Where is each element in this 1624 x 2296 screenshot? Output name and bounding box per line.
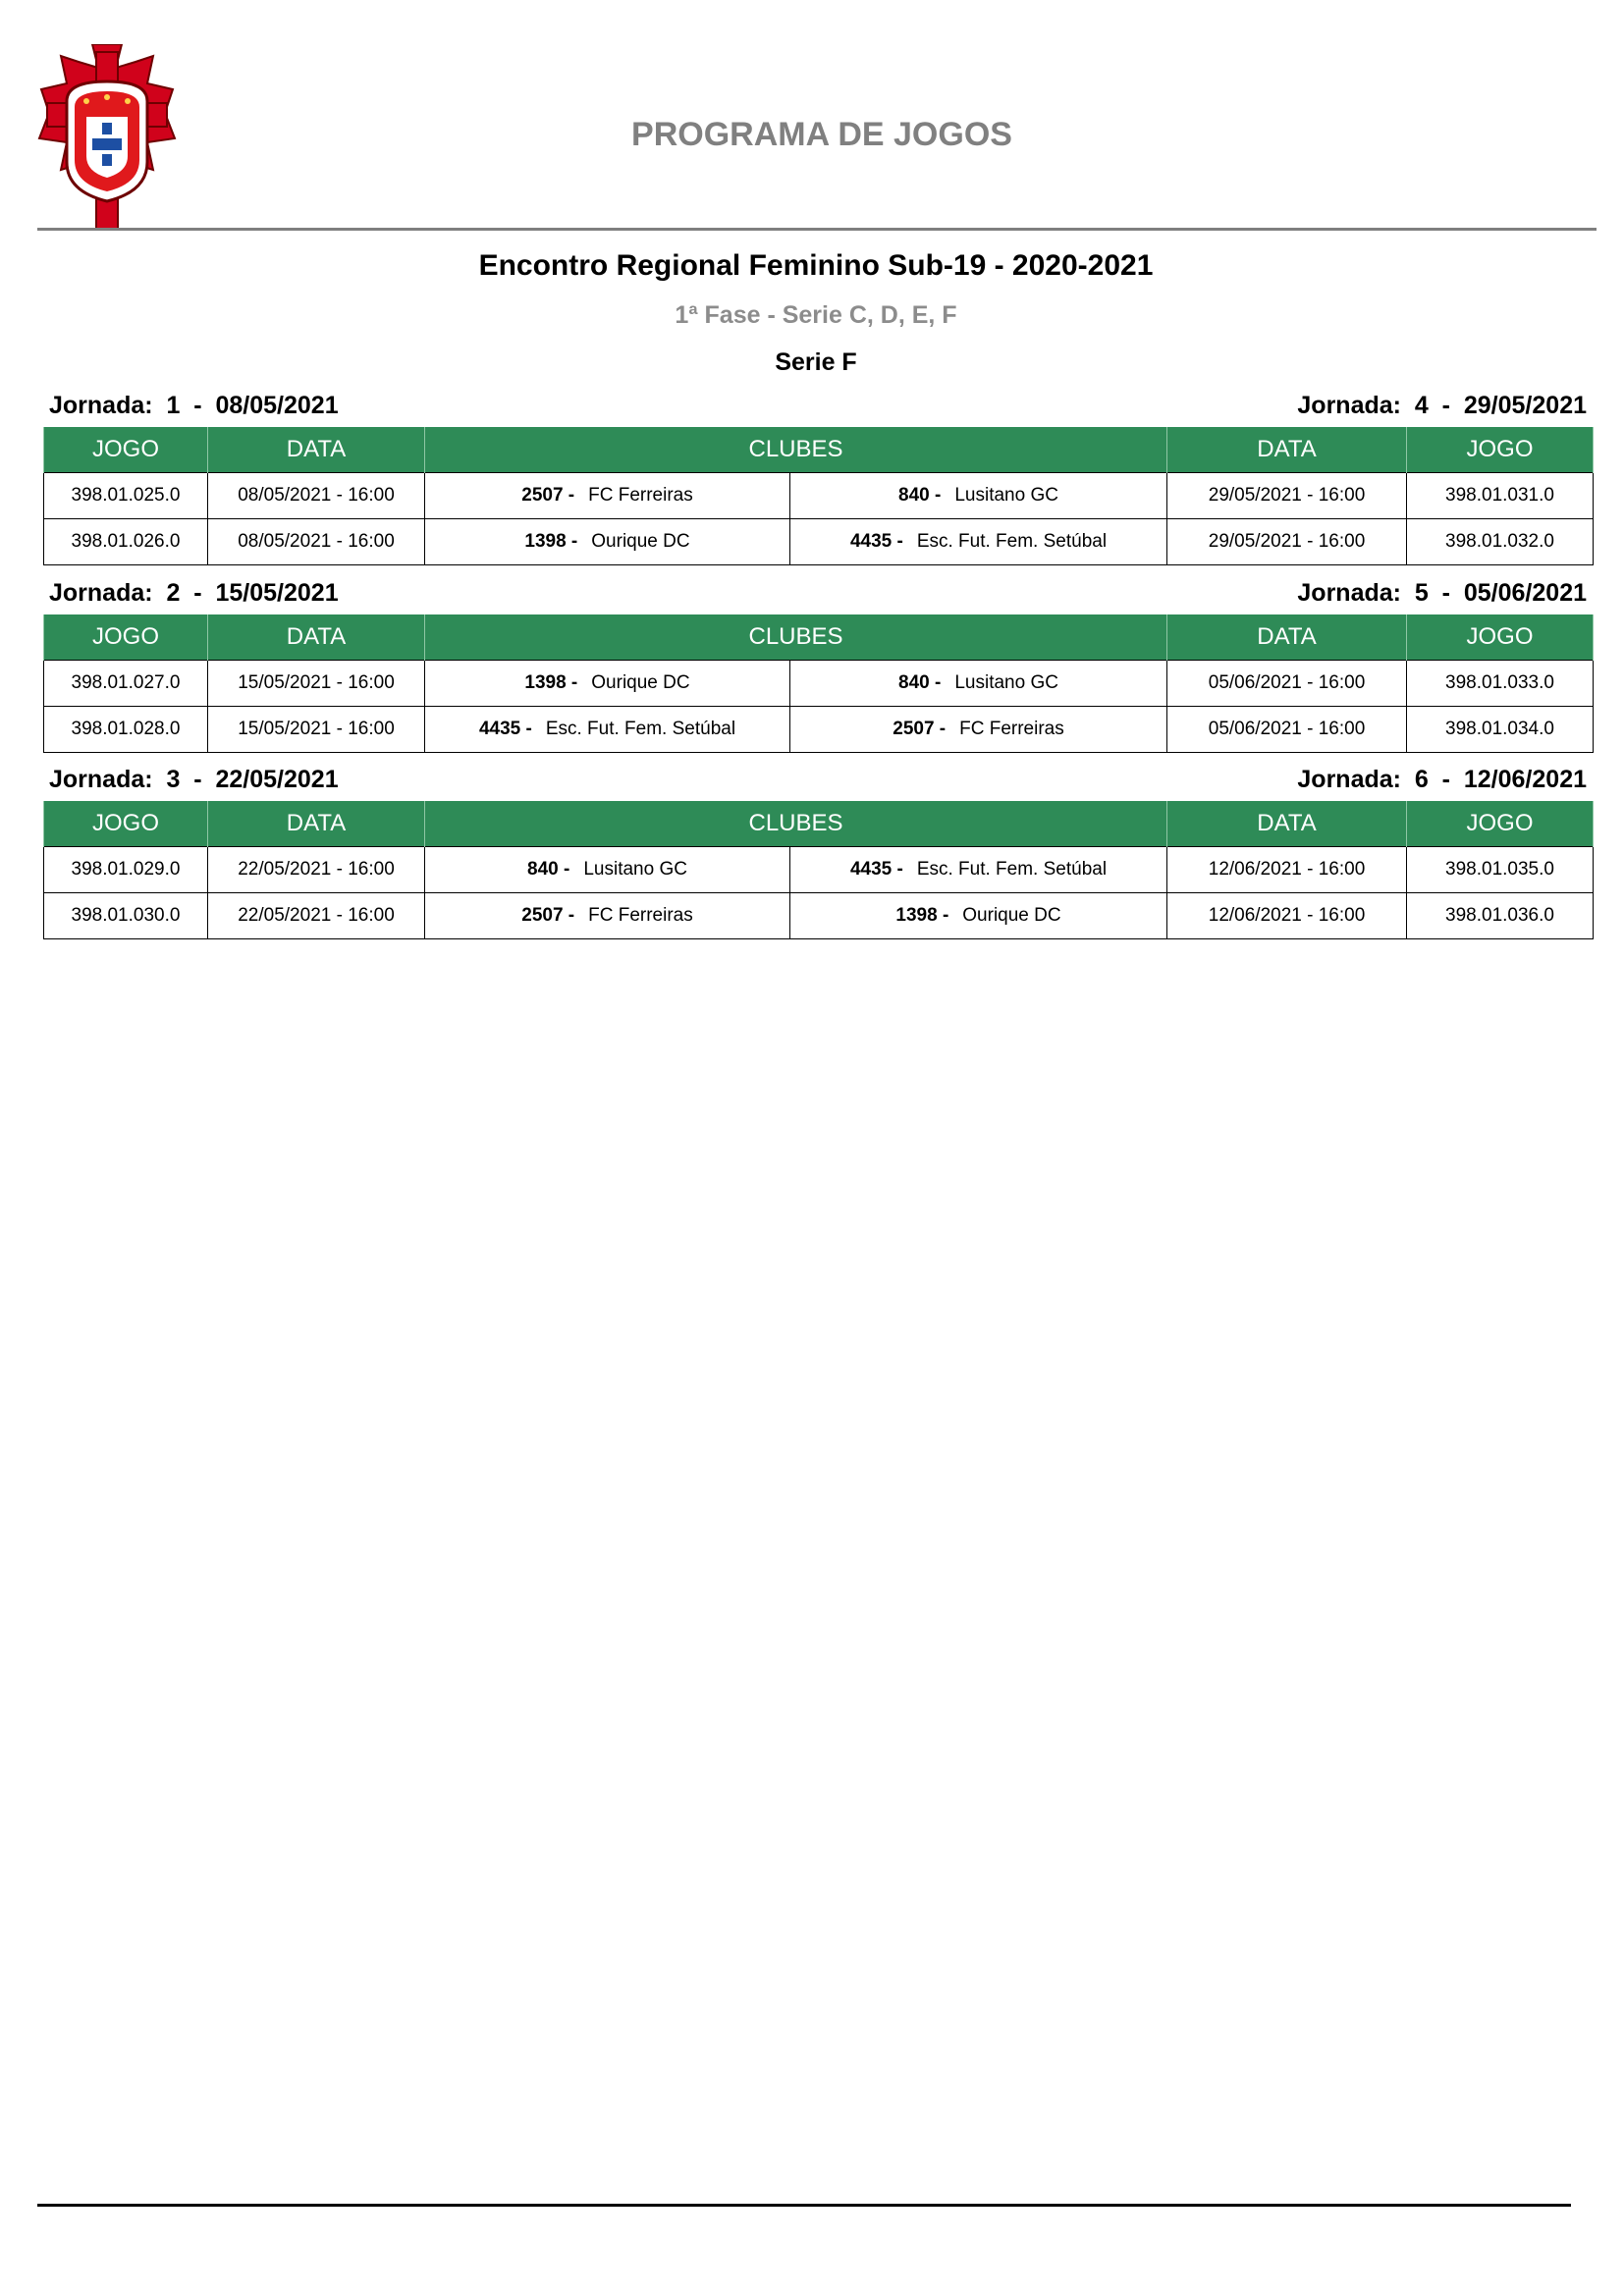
- game-id-right: 398.01.036.0: [1407, 893, 1594, 939]
- game-id-left: 398.01.027.0: [44, 661, 208, 707]
- col-header-jogo: JOGO: [1407, 801, 1594, 847]
- col-header-clubes: CLUBES: [425, 427, 1167, 473]
- home-club-number: 1398 -: [524, 672, 578, 693]
- away-club-name: Lusitano GC: [954, 672, 1058, 693]
- col-header-data: DATA: [1167, 801, 1407, 847]
- home-club-name: Ourique DC: [591, 531, 690, 552]
- round-label-left: Jornada: 3 - 22/05/2021: [49, 766, 339, 793]
- game-date-left: 22/05/2021 - 16:00: [208, 847, 425, 893]
- home-club-number: 4435 -: [478, 719, 532, 739]
- home-club-number: 2507 -: [521, 485, 575, 506]
- game-date-left: 08/05/2021 - 16:00: [208, 519, 425, 565]
- away-club-name: Esc. Fut. Fem. Setúbal: [916, 859, 1108, 880]
- fixtures-table: [43, 427, 1594, 565]
- home-club-name: Ourique DC: [591, 672, 690, 693]
- round-labels: [43, 575, 1593, 614]
- col-header-jogo: JOGO: [44, 614, 208, 661]
- game-date-right: 12/06/2021 - 16:00: [1167, 847, 1407, 893]
- round-label-left: Jornada: 1 - 08/05/2021: [49, 392, 339, 419]
- round-block: [43, 575, 1593, 753]
- col-header-clubes: CLUBES: [425, 614, 1167, 661]
- col-header-data: DATA: [1167, 614, 1407, 661]
- away-club-number: 1398 -: [895, 905, 949, 926]
- home-club-number: 2507 -: [521, 905, 575, 926]
- game-id-left: 398.01.028.0: [44, 707, 208, 753]
- away-club-name: FC Ferreiras: [959, 719, 1064, 739]
- away-club: [790, 707, 1167, 753]
- col-header-jogo: JOGO: [1407, 614, 1594, 661]
- away-club: [790, 893, 1167, 939]
- home-club: [425, 707, 790, 753]
- col-header-jogo: JOGO: [44, 801, 208, 847]
- col-header-clubes: CLUBES: [425, 801, 1167, 847]
- competition-title: Encontro Regional Feminino Sub-19 - 2020-2021: [478, 249, 1154, 282]
- away-club: [790, 847, 1167, 893]
- away-club: [790, 661, 1167, 707]
- game-date-right: 05/06/2021 - 16:00: [1167, 707, 1407, 753]
- round-labels: [43, 762, 1593, 801]
- game-date-left: 08/05/2021 - 16:00: [208, 473, 425, 519]
- game-date-right: 05/06/2021 - 16:00: [1167, 661, 1407, 707]
- game-id-left: 398.01.030.0: [44, 893, 208, 939]
- game-id-left: 398.01.026.0: [44, 519, 208, 565]
- page-title: PROGRAMA DE JOGOS: [631, 116, 1012, 153]
- away-club: [790, 519, 1167, 565]
- col-header-data: DATA: [208, 614, 425, 661]
- col-header-jogo: JOGO: [1407, 427, 1594, 473]
- game-date-left: 15/05/2021 - 16:00: [208, 707, 425, 753]
- away-club-name: Lusitano GC: [954, 485, 1058, 506]
- round-labels: [43, 388, 1593, 427]
- table-header-row: [44, 427, 1594, 473]
- away-club-name: Ourique DC: [962, 905, 1061, 926]
- home-club: [425, 847, 790, 893]
- home-club: [425, 473, 790, 519]
- game-id-left: 398.01.025.0: [44, 473, 208, 519]
- table-row: [44, 847, 1594, 893]
- game-date-left: 22/05/2021 - 16:00: [208, 893, 425, 939]
- game-id-right: 398.01.032.0: [1407, 519, 1594, 565]
- col-header-data: DATA: [208, 801, 425, 847]
- game-id-right: 398.01.034.0: [1407, 707, 1594, 753]
- fixtures-table: [43, 801, 1594, 939]
- table-row: [44, 893, 1594, 939]
- home-club-name: FC Ferreiras: [588, 905, 693, 926]
- round-label-right: Jornada: 6 - 12/06/2021: [1297, 766, 1587, 793]
- competition-serie: Serie F: [775, 348, 857, 376]
- away-club-number: 840 -: [898, 485, 942, 506]
- game-id-right: 398.01.031.0: [1407, 473, 1594, 519]
- home-club-number: 840 -: [527, 859, 570, 880]
- home-club-name: FC Ferreiras: [588, 485, 693, 506]
- home-club: [425, 893, 790, 939]
- round-block: [43, 388, 1593, 565]
- table-row: [44, 707, 1594, 753]
- game-id-left: 398.01.029.0: [44, 847, 208, 893]
- col-header-data: DATA: [1167, 427, 1407, 473]
- table-row: [44, 661, 1594, 707]
- game-date-left: 15/05/2021 - 16:00: [208, 661, 425, 707]
- col-header-data: DATA: [208, 427, 425, 473]
- game-id-right: 398.01.033.0: [1407, 661, 1594, 707]
- table-row: [44, 473, 1594, 519]
- game-date-right: 12/06/2021 - 16:00: [1167, 893, 1407, 939]
- game-date-right: 29/05/2021 - 16:00: [1167, 473, 1407, 519]
- home-club-number: 1398 -: [524, 531, 578, 552]
- away-club-number: 2507 -: [893, 719, 947, 739]
- away-club-number: 4435 -: [849, 859, 903, 880]
- home-club: [425, 661, 790, 707]
- round-label-left: Jornada: 2 - 15/05/2021: [49, 579, 339, 607]
- footer-divider: [37, 2204, 1571, 2207]
- col-header-jogo: JOGO: [44, 427, 208, 473]
- home-club: [425, 519, 790, 565]
- header-divider: [37, 228, 1597, 231]
- round-block: [43, 762, 1593, 939]
- away-club-number: 4435 -: [849, 531, 903, 552]
- round-label-right: Jornada: 5 - 05/06/2021: [1297, 579, 1587, 607]
- away-club-number: 840 -: [898, 672, 942, 693]
- home-club-name: Esc. Fut. Fem. Setúbal: [545, 719, 736, 739]
- away-club-name: Esc. Fut. Fem. Setúbal: [916, 531, 1108, 552]
- game-id-right: 398.01.035.0: [1407, 847, 1594, 893]
- game-date-right: 29/05/2021 - 16:00: [1167, 519, 1407, 565]
- home-club-name: Lusitano GC: [583, 859, 687, 880]
- table-header-row: [44, 801, 1594, 847]
- round-label-right: Jornada: 4 - 29/05/2021: [1297, 392, 1587, 419]
- table-row: [44, 519, 1594, 565]
- away-club: [790, 473, 1167, 519]
- competition-phase: 1ª Fase - Serie C, D, E, F: [675, 301, 957, 329]
- fixtures-table: [43, 614, 1594, 753]
- table-header-row: [44, 614, 1594, 661]
